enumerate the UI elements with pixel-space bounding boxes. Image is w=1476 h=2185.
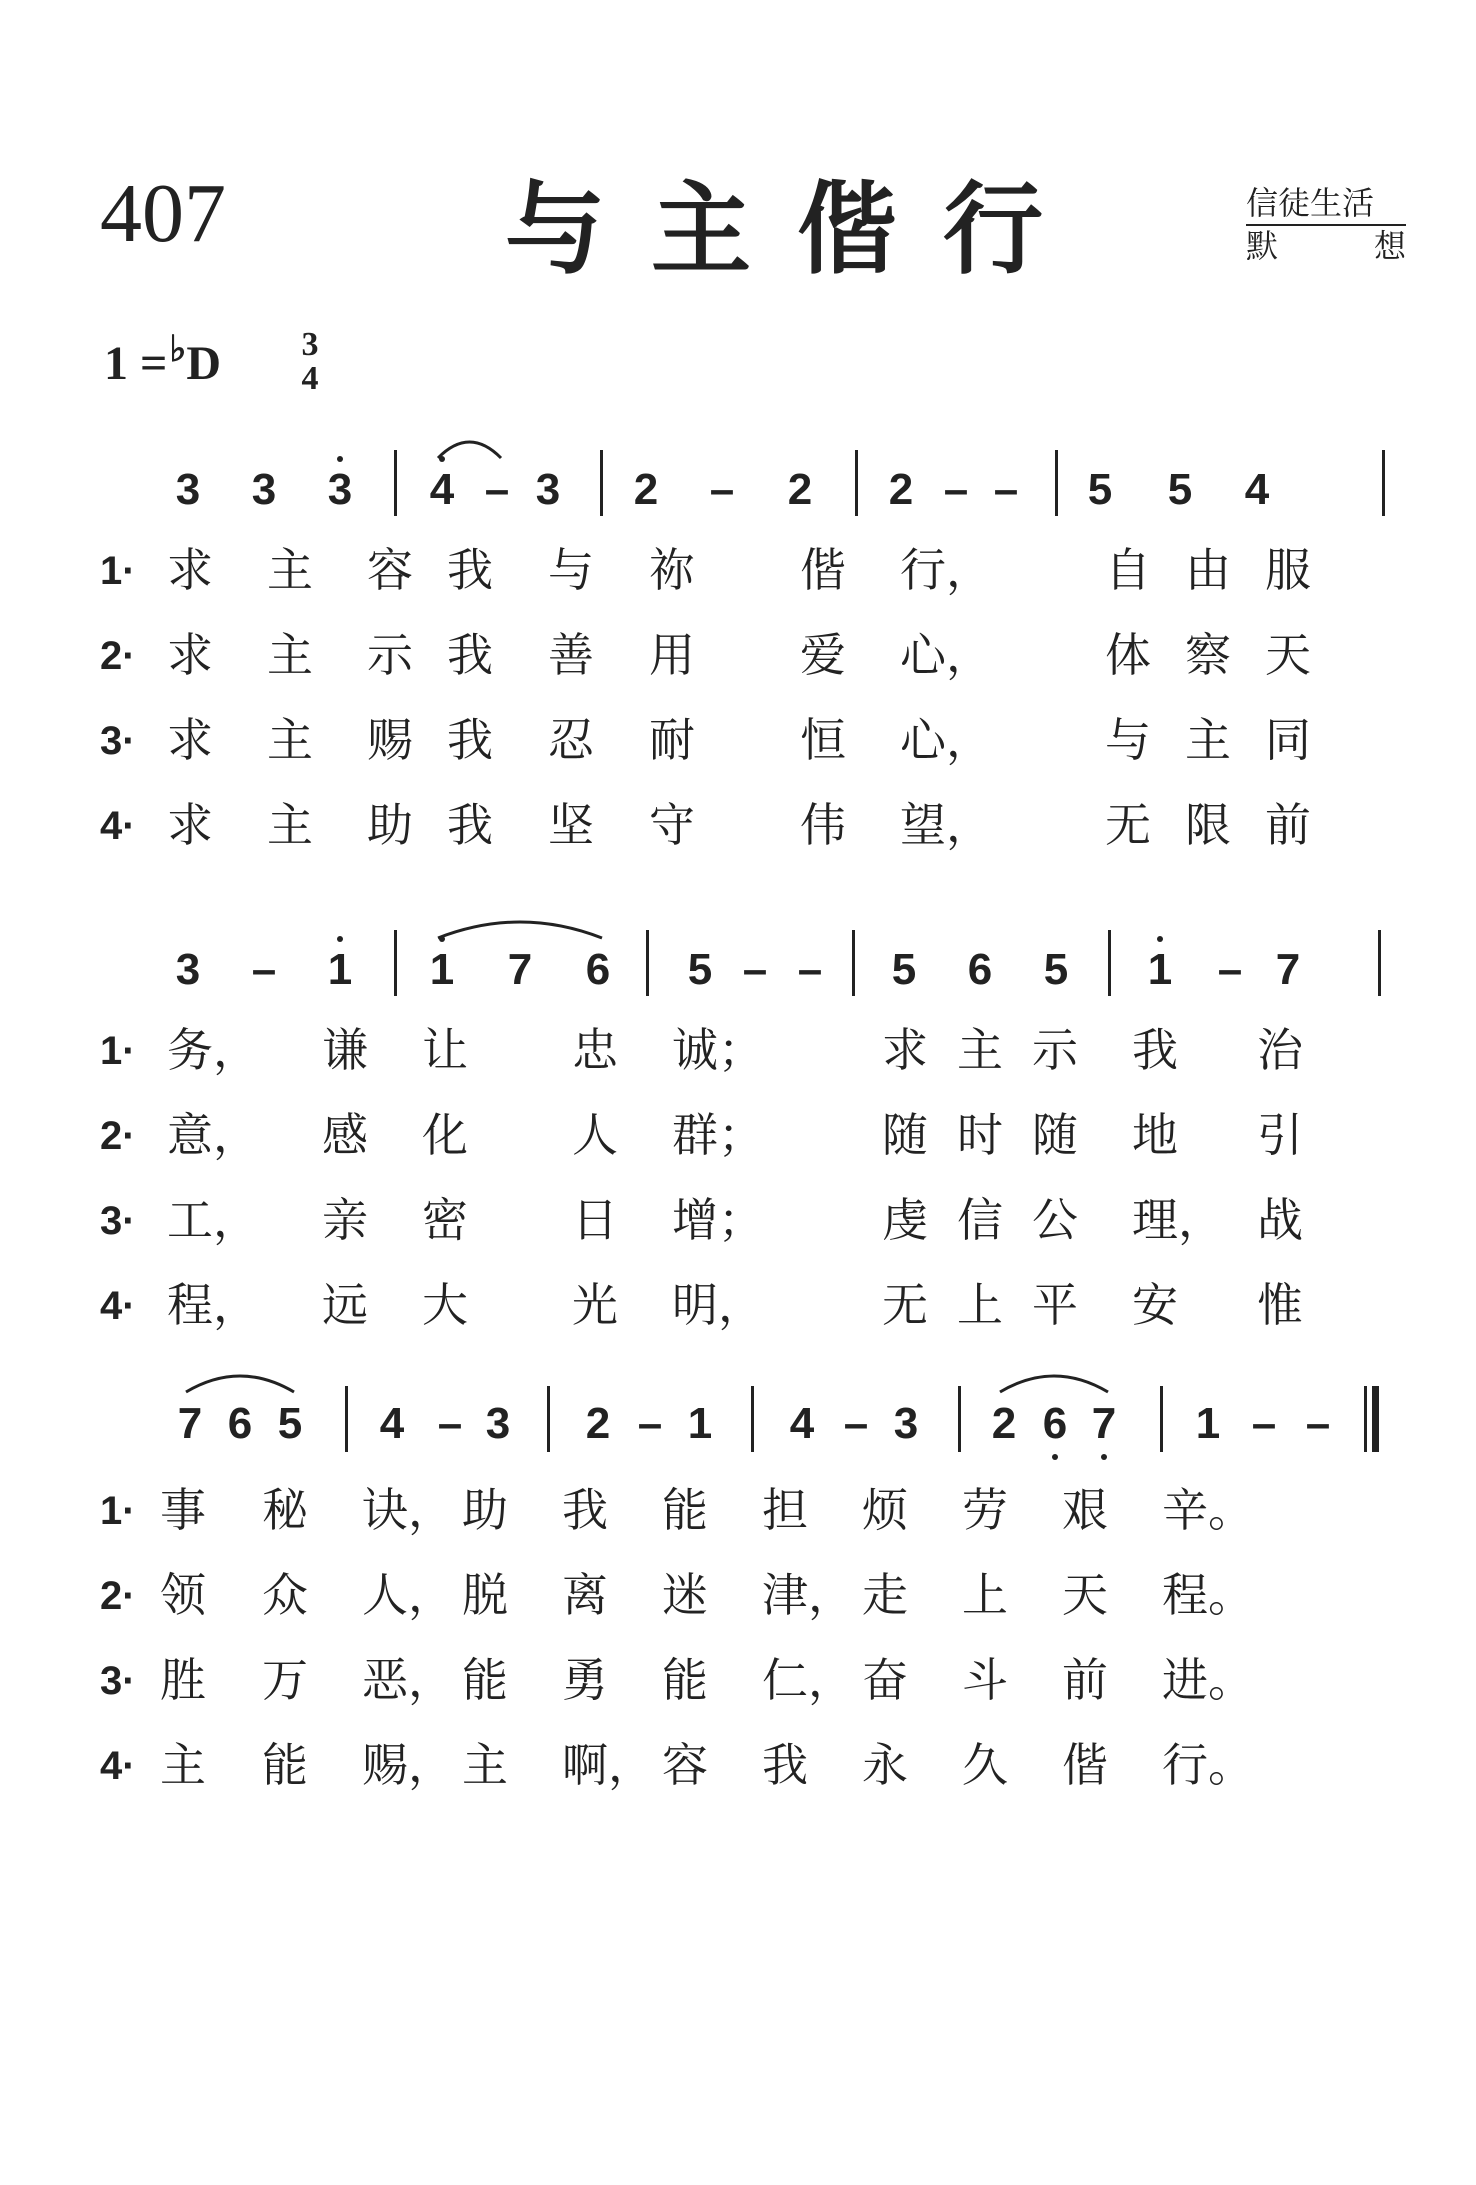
jianpu-note: 1 xyxy=(1195,1399,1221,1448)
lyric-syllable: 人 xyxy=(572,1108,618,1162)
barline xyxy=(852,930,855,996)
lyric-syllable: 我 xyxy=(762,1738,808,1792)
lyric-syllable: 时 xyxy=(957,1108,1003,1162)
lyric-syllable: 群； xyxy=(672,1108,764,1162)
jianpu-note: 4 xyxy=(789,1399,815,1448)
lyric-syllable: 主 xyxy=(267,798,313,852)
lyric-syllable: 能 xyxy=(662,1483,708,1537)
lyric-syllable: 赐 xyxy=(367,713,413,767)
lyric-syllable: 伟 xyxy=(800,798,846,852)
jianpu-note: 3 xyxy=(893,1399,919,1448)
lyric-syllable: 无 xyxy=(882,1278,928,1332)
sustain-dash: – xyxy=(709,465,735,514)
lyric-syllable: 领 xyxy=(160,1568,206,1622)
sustain-dash: – xyxy=(637,1399,663,1448)
lyric-syllable: 上 xyxy=(962,1568,1008,1622)
lyric-syllable: 亲 xyxy=(322,1193,368,1247)
lyric-syllable: 天 xyxy=(1062,1568,1108,1622)
lyric-syllable: 劳 xyxy=(962,1483,1008,1537)
verse-number: 1· xyxy=(100,549,136,593)
lyric-syllable: 永 xyxy=(862,1738,908,1792)
lyric-syllable: 耐 xyxy=(649,713,695,767)
barline xyxy=(345,1386,348,1452)
lyric-syllable: 我 xyxy=(447,543,493,597)
slur-arc xyxy=(998,1366,1110,1396)
lyric-syllable: 前 xyxy=(1265,798,1311,852)
verse-number: 2· xyxy=(100,1574,136,1618)
lyric-syllable: 赐， xyxy=(362,1738,454,1792)
lyric-syllable: 诚； xyxy=(672,1023,764,1077)
lyric-syllable: 主 xyxy=(160,1738,206,1792)
lyric-syllable: 谦 xyxy=(322,1023,368,1077)
lyric-syllable: 增； xyxy=(672,1193,764,1247)
jianpu-note: 1 xyxy=(429,945,455,994)
lyric-syllable: 胜 xyxy=(160,1653,206,1707)
jianpu-note: 7 xyxy=(1091,1399,1117,1448)
final-barline-thick xyxy=(1372,1386,1379,1452)
verse-number: 1· xyxy=(100,1029,136,1073)
lyric-syllable: 主 xyxy=(267,543,313,597)
jianpu-note: 5 xyxy=(1087,465,1113,514)
lyric-syllable: 虔 xyxy=(882,1193,928,1247)
sustain-dash: – xyxy=(484,465,510,514)
jianpu-note: 2 xyxy=(633,465,659,514)
barline xyxy=(600,450,603,516)
sustain-dash: – xyxy=(797,945,823,994)
lyric-syllable: 远 xyxy=(322,1278,368,1332)
lyric-syllable: 担 xyxy=(762,1483,808,1537)
jianpu-note: 4 xyxy=(429,465,455,514)
barline xyxy=(1382,450,1385,516)
lyric-syllable: 走 xyxy=(862,1568,908,1622)
lyric-syllable: 辛。 xyxy=(1162,1483,1254,1537)
lyric-syllable: 爱 xyxy=(800,628,846,682)
sustain-dash: – xyxy=(1251,1399,1277,1448)
jianpu-note: 5 xyxy=(1043,945,1069,994)
lyric-syllable: 事 xyxy=(160,1483,206,1537)
lyric-syllable: 与 xyxy=(1105,713,1151,767)
sustain-dash: – xyxy=(437,1399,463,1448)
lyric-syllable: 久 xyxy=(962,1738,1008,1792)
lyric-syllable: 秘 xyxy=(262,1483,308,1537)
lyric-syllable: 我 xyxy=(1132,1023,1178,1077)
lyric-syllable: 光 xyxy=(572,1278,618,1332)
barline xyxy=(646,930,649,996)
lyric-syllable: 惟 xyxy=(1257,1278,1303,1332)
barline xyxy=(1378,930,1381,996)
lyric-syllable: 天 xyxy=(1265,628,1311,682)
slur-arc xyxy=(184,1366,296,1396)
lyric-syllable: 主 xyxy=(267,713,313,767)
lyric-syllable: 祢 xyxy=(649,543,695,597)
lyric-syllable: 主 xyxy=(1185,713,1231,767)
jianpu-note: 3 xyxy=(327,465,353,514)
lyric-syllable: 程， xyxy=(167,1278,259,1332)
jianpu-note: 7 xyxy=(507,945,533,994)
sustain-dash: – xyxy=(251,945,277,994)
jianpu-note: 1 xyxy=(327,945,353,994)
lyric-syllable: 人， xyxy=(362,1568,454,1622)
lyric-syllable: 由 xyxy=(1185,543,1231,597)
key-signature: 1 =♭D xyxy=(104,329,222,390)
lyric-syllable: 自 xyxy=(1105,543,1151,597)
lyric-syllable: 与 xyxy=(548,543,594,597)
lyric-syllable: 助 xyxy=(462,1483,508,1537)
sustain-dash: – xyxy=(742,945,768,994)
lyric-syllable: 我 xyxy=(562,1483,608,1537)
lyric-syllable: 密 xyxy=(422,1193,468,1247)
lyric-syllable: 仁， xyxy=(762,1653,854,1707)
lyric-syllable: 容 xyxy=(367,543,413,597)
lyric-syllable: 求 xyxy=(167,628,213,682)
lyric-syllable: 随 xyxy=(882,1108,928,1162)
barline xyxy=(394,450,397,516)
lyric-syllable: 行。 xyxy=(1162,1738,1254,1792)
lyric-syllable: 明， xyxy=(672,1278,764,1332)
octave-dot-below xyxy=(1101,1454,1107,1460)
verse-number: 4· xyxy=(100,804,136,848)
lyric-syllable: 艰 xyxy=(1062,1483,1108,1537)
lyric-syllable: 偕 xyxy=(1062,1738,1108,1792)
lyric-syllable: 主 xyxy=(267,628,313,682)
lyric-syllable: 烦 xyxy=(862,1483,908,1537)
lyric-syllable: 脱 xyxy=(462,1568,508,1622)
lyric-syllable: 津， xyxy=(762,1568,854,1622)
lyric-syllable: 前 xyxy=(1062,1653,1108,1707)
lyric-syllable: 容 xyxy=(662,1738,708,1792)
barline xyxy=(1055,450,1058,516)
verse-number: 4· xyxy=(100,1744,136,1788)
lyric-syllable: 同 xyxy=(1265,713,1311,767)
lyric-syllable: 助 xyxy=(367,798,413,852)
lyric-syllable: 进。 xyxy=(1162,1653,1254,1707)
sustain-dash: – xyxy=(993,465,1019,514)
verse-number: 4· xyxy=(100,1284,136,1328)
verse-number: 2· xyxy=(100,634,136,678)
barline xyxy=(547,1386,550,1452)
lyric-syllable: 万 xyxy=(262,1653,308,1707)
lyric-syllable: 坚 xyxy=(548,798,594,852)
jianpu-note: 2 xyxy=(888,465,914,514)
jianpu-note: 3 xyxy=(485,1399,511,1448)
barline xyxy=(751,1386,754,1452)
barline xyxy=(394,930,397,996)
jianpu-note: 4 xyxy=(1244,465,1270,514)
lyric-syllable: 恒 xyxy=(800,713,846,767)
lyric-syllable: 我 xyxy=(447,713,493,767)
lyric-syllable: 守 xyxy=(649,798,695,852)
verse-number: 1· xyxy=(100,1489,136,1533)
lyric-syllable: 示 xyxy=(1032,1023,1078,1077)
lyric-syllable: 求 xyxy=(167,543,213,597)
lyric-syllable: 化 xyxy=(422,1108,468,1162)
sustain-dash: – xyxy=(843,1399,869,1448)
lyric-syllable: 感 xyxy=(322,1108,368,1162)
lyric-syllable: 日 xyxy=(572,1193,618,1247)
verse-number: 2· xyxy=(100,1114,136,1158)
lyric-syllable: 服 xyxy=(1265,543,1311,597)
verse-number: 3· xyxy=(100,1659,136,1703)
jianpu-note: 2 xyxy=(991,1399,1017,1448)
lyric-syllable: 离 xyxy=(562,1568,608,1622)
lyric-syllable: 行， xyxy=(900,543,992,597)
lyric-syllable: 务， xyxy=(167,1023,259,1077)
lyric-syllable: 治 xyxy=(1257,1023,1303,1077)
sustain-dash: – xyxy=(1305,1399,1331,1448)
lyric-syllable: 让 xyxy=(422,1023,468,1077)
hymn-title: 与主偕行 xyxy=(505,171,1089,288)
jianpu-note: 5 xyxy=(1167,465,1193,514)
lyric-syllable: 偕 xyxy=(800,543,846,597)
verse-number: 3· xyxy=(100,1199,136,1243)
lyric-syllable: 安 xyxy=(1132,1278,1178,1332)
lyric-syllable: 意， xyxy=(167,1108,259,1162)
lyric-syllable: 斗 xyxy=(962,1653,1008,1707)
lyric-syllable: 信 xyxy=(957,1193,1003,1247)
lyric-syllable: 心， xyxy=(900,713,992,767)
octave-dot-above xyxy=(1157,936,1163,942)
sustain-dash: – xyxy=(943,465,969,514)
lyric-syllable: 啊， xyxy=(562,1738,654,1792)
jianpu-note: 1 xyxy=(1147,945,1173,994)
lyric-syllable: 望， xyxy=(900,798,992,852)
jianpu-note: 3 xyxy=(251,465,277,514)
lyric-syllable: 能 xyxy=(262,1738,308,1792)
lyric-syllable: 体 xyxy=(1105,628,1151,682)
lyric-syllable: 示 xyxy=(367,628,413,682)
lyric-syllable: 迷 xyxy=(662,1568,708,1622)
lyric-syllable: 恶， xyxy=(362,1653,454,1707)
barline xyxy=(1108,930,1111,996)
verse-number: 3· xyxy=(100,719,136,763)
lyric-syllable: 用 xyxy=(649,628,695,682)
lyric-syllable: 求 xyxy=(167,713,213,767)
lyric-syllable: 无 xyxy=(1105,798,1151,852)
lyric-syllable: 求 xyxy=(167,798,213,852)
barline xyxy=(855,450,858,516)
jianpu-note: 6 xyxy=(1042,1399,1068,1448)
jianpu-note: 7 xyxy=(1275,945,1301,994)
lyric-syllable: 公 xyxy=(1032,1193,1078,1247)
lyric-syllable: 随 xyxy=(1032,1108,1078,1162)
jianpu-note: 5 xyxy=(891,945,917,994)
octave-dot-below xyxy=(1052,1454,1058,1460)
lyric-syllable: 能 xyxy=(462,1653,508,1707)
barline xyxy=(958,1386,961,1452)
lyric-syllable: 大 xyxy=(422,1278,468,1332)
jianpu-note: 7 xyxy=(177,1399,203,1448)
jianpu-note: 3 xyxy=(175,465,201,514)
lyric-syllable: 主 xyxy=(957,1023,1003,1077)
jianpu-note: 6 xyxy=(585,945,611,994)
octave-dot-above xyxy=(337,456,343,462)
lyric-syllable: 程。 xyxy=(1162,1568,1254,1622)
lyric-syllable: 心， xyxy=(900,628,992,682)
lyric-syllable: 理， xyxy=(1132,1193,1224,1247)
lyric-syllable: 地 xyxy=(1132,1108,1178,1162)
sustain-dash: – xyxy=(1217,945,1243,994)
lyric-syllable: 上 xyxy=(957,1278,1003,1332)
jianpu-note: 2 xyxy=(585,1399,611,1448)
lyric-syllable: 忠 xyxy=(572,1023,618,1077)
hymn-number: 407 xyxy=(100,167,226,260)
lyric-syllable: 工， xyxy=(167,1193,259,1247)
lyric-syllable: 奋 xyxy=(862,1653,908,1707)
jianpu-note: 5 xyxy=(277,1399,303,1448)
lyric-syllable: 善 xyxy=(548,628,594,682)
lyric-syllable: 平 xyxy=(1032,1278,1078,1332)
lyric-syllable: 能 xyxy=(662,1653,708,1707)
jianpu-note: 1 xyxy=(687,1399,713,1448)
lyric-syllable: 众 xyxy=(262,1568,308,1622)
jianpu-note: 2 xyxy=(787,465,813,514)
lyric-syllable: 我 xyxy=(447,798,493,852)
final-barline-thin xyxy=(1364,1386,1367,1452)
jianpu-note: 6 xyxy=(227,1399,253,1448)
slur-arc xyxy=(436,432,503,462)
slur-arc xyxy=(436,912,604,942)
jianpu-note: 6 xyxy=(967,945,993,994)
jianpu-note: 3 xyxy=(175,945,201,994)
lyric-syllable: 战 xyxy=(1257,1193,1303,1247)
jianpu-note: 3 xyxy=(535,465,561,514)
credit-source: 信徒生活 xyxy=(1246,183,1406,226)
lyric-syllable: 诀， xyxy=(362,1483,454,1537)
lyric-syllable: 主 xyxy=(462,1738,508,1792)
jianpu-note: 5 xyxy=(687,945,713,994)
lyric-syllable: 限 xyxy=(1185,798,1231,852)
lyric-syllable: 我 xyxy=(447,628,493,682)
credits xyxy=(1246,183,1406,266)
lyric-syllable: 察 xyxy=(1185,628,1231,682)
lyric-syllable: 勇 xyxy=(562,1653,608,1707)
jianpu-note: 4 xyxy=(379,1399,405,1448)
lyric-syllable: 求 xyxy=(882,1023,928,1077)
lyric-syllable: 忍 xyxy=(548,713,594,767)
barline xyxy=(1160,1386,1163,1452)
credit-author: 默 想 xyxy=(1246,227,1407,265)
octave-dot-above xyxy=(337,936,343,942)
time-signature: 3 4 xyxy=(301,326,319,397)
lyric-syllable: 引 xyxy=(1257,1108,1303,1162)
